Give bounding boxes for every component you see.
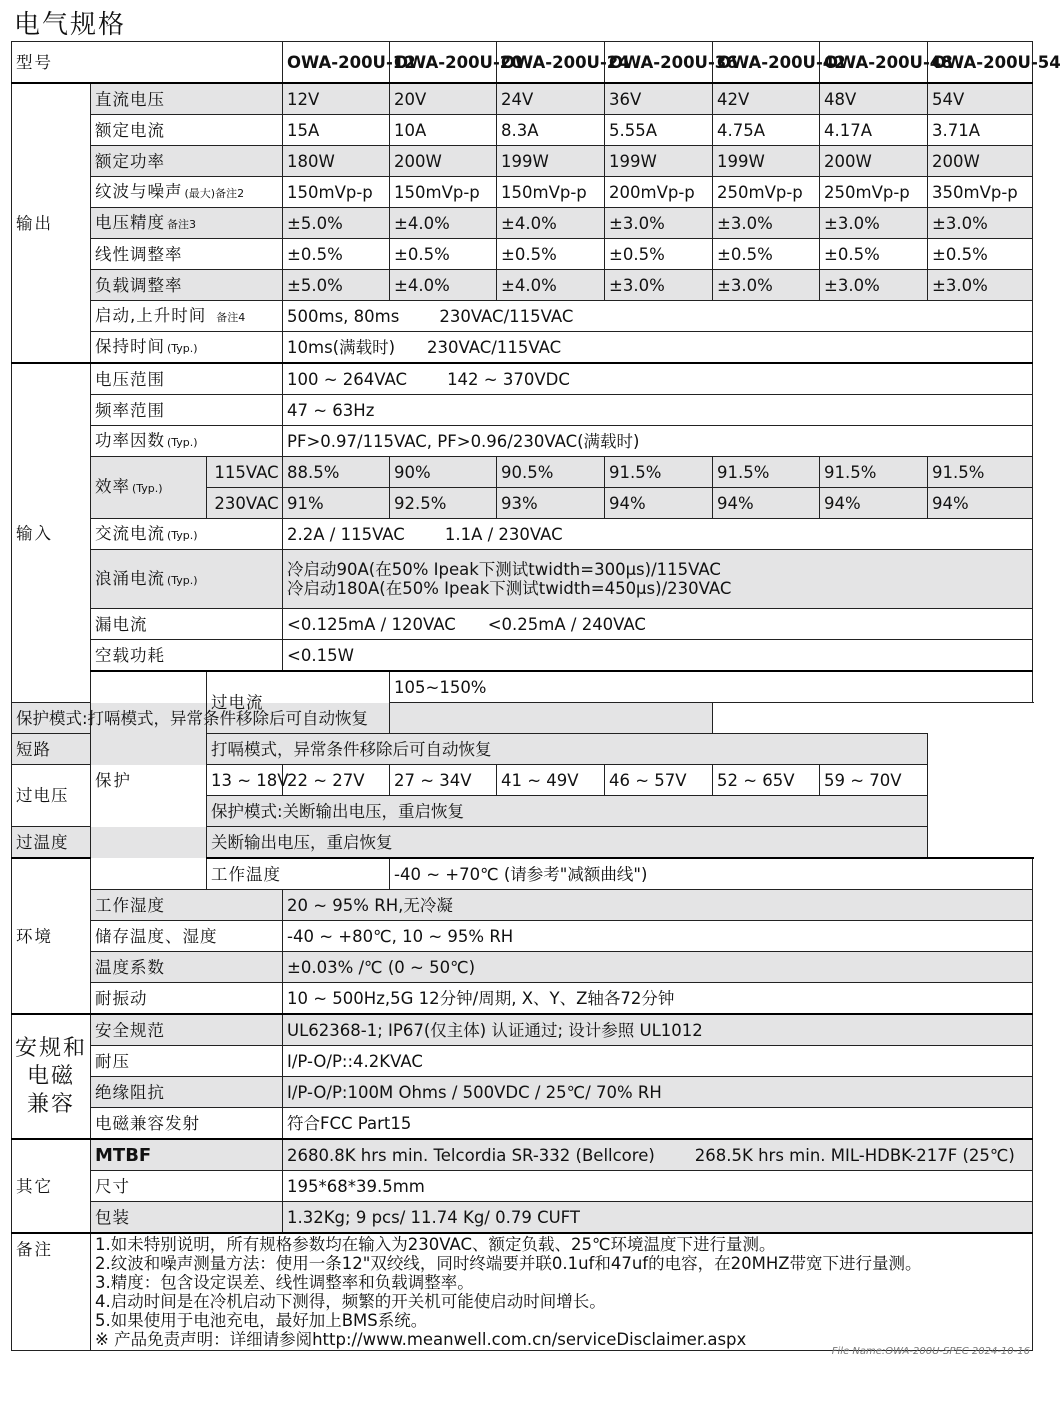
- ac-current-value: [283, 519, 1033, 550]
- efficiency-value: 91.5%: [928, 457, 1033, 488]
- section-output: 输出: [12, 83, 91, 363]
- overload-value: 105~150%: [390, 671, 1033, 703]
- overvoltage-value: 59 ~ 70V: [820, 765, 928, 796]
- inrush-line-1: 冷启动90A(在50% Ipeak下测试twidth=300µs)/115VAC: [287, 560, 721, 579]
- overvoltage-value: 22 ~ 27V: [283, 765, 390, 796]
- overload-mode-row: [12, 703, 1033, 734]
- packing-value: 1.32Kg; 9 pcs/ 11.74 Kg/ 0.79 CUFT: [283, 1202, 1033, 1234]
- power-factor-row: [12, 426, 1033, 457]
- overvoltage-mode: 保护模式:关断输出电压，重启恢复: [207, 796, 928, 827]
- ripple-value: 150mVp-p: [390, 177, 497, 208]
- ac-current-label-text: 交流电流: [95, 523, 165, 543]
- efficiency-value: 90.5%: [497, 457, 605, 488]
- line-regulation-value: ±0.5%: [283, 239, 390, 270]
- voltage-tolerance-row: [12, 208, 1033, 239]
- overload-row: [12, 671, 1033, 703]
- voltage-range-value-a: 100 ~ 264VAC: [287, 369, 408, 389]
- packing-label: 包装: [91, 1202, 283, 1234]
- rated-current-row: [12, 115, 1033, 146]
- efficiency-value: 94%: [605, 488, 713, 519]
- dc-voltage-value: 48V: [820, 83, 928, 115]
- no-load-row: [12, 640, 1033, 672]
- spec-table: [11, 41, 1061, 1351]
- setup-rise-row: [12, 301, 1033, 332]
- ac-current-label: [91, 519, 283, 550]
- model-name: OWA-200U-24: [497, 42, 605, 84]
- overtemp-value: 关断输出电压，重启恢复: [207, 827, 928, 859]
- line-regulation-value: ±0.5%: [713, 239, 820, 270]
- ac-current-value-a: 2.2A / 115VAC: [287, 524, 405, 544]
- inrush-label-text: 浪涌电流: [95, 568, 165, 588]
- efficiency-value: 90%: [390, 457, 497, 488]
- section-protection: 保护: [91, 671, 207, 890]
- dimension-value: 195*68*39.5mm: [283, 1171, 1033, 1202]
- rated-current-value: 8.3A: [497, 115, 605, 146]
- temp-coeff-label: 温度系数: [91, 952, 283, 983]
- voltage-tolerance-note: 备注3: [167, 217, 196, 231]
- vibration-value: 10 ~ 500Hz,5G 12分钟/周期, X、Y、Z轴各72分钟: [283, 983, 1033, 1015]
- working-temp-label: 工作温度: [207, 858, 390, 890]
- emc-value: 符合FCC Part15: [283, 1108, 1033, 1140]
- efficiency-value: 88.5%: [283, 457, 390, 488]
- ripple-value: 250mVp-p: [713, 177, 820, 208]
- overvoltage-value: 13 ~ 18V: [207, 765, 283, 796]
- rated-power-value: 200W: [928, 146, 1033, 177]
- leakage-value-b: <0.25mA / 240VAC: [487, 614, 646, 634]
- storage-row: [12, 921, 1033, 952]
- load-regulation-value: ±4.0%: [390, 270, 497, 301]
- setup-rise-label: [91, 301, 283, 332]
- voltage-tolerance-label-text: 电压精度: [95, 212, 165, 232]
- working-humidity-label: 工作湿度: [91, 890, 283, 921]
- ripple-label: [91, 177, 283, 208]
- hold-up-value-a: 10ms(满载时): [287, 337, 396, 357]
- load-regulation-value: ±5.0%: [283, 270, 390, 301]
- frequency-range-row: [12, 395, 1033, 426]
- model-row: [12, 42, 1033, 84]
- hold-up-value: [283, 332, 1033, 364]
- safety-standards-row: [12, 1014, 1033, 1046]
- rated-power-value: 199W: [605, 146, 713, 177]
- efficiency-value: 91.5%: [713, 457, 820, 488]
- rated-power-value: 199W: [497, 146, 605, 177]
- rated-power-value: 199W: [713, 146, 820, 177]
- dc-voltage-value: 20V: [390, 83, 497, 115]
- ripple-value: 250mVp-p: [820, 177, 928, 208]
- efficiency-row-115: [12, 457, 1033, 488]
- model-name: OWA-200U-42: [713, 42, 820, 84]
- dimension-row: [12, 1171, 1033, 1202]
- section-input: 输入: [12, 363, 91, 703]
- rated-power-label: 额定功率: [91, 146, 283, 177]
- voltage-range-value: [283, 363, 1033, 395]
- model-label: 型号: [12, 42, 283, 84]
- overload-mode: 保护模式:打嗝模式，异常条件移除后可自动恢复: [12, 703, 713, 734]
- withstand-label: 耐压: [91, 1046, 283, 1077]
- leakage-label: 漏电流: [91, 609, 283, 640]
- withstand-value: I/P-O/P::4.2KVAC: [283, 1046, 1033, 1077]
- ripple-value: 150mVp-p: [497, 177, 605, 208]
- isolation-value: I/P-O/P:100M Ohms / 500VDC / 25℃/ 70% RH: [283, 1077, 1033, 1108]
- load-regulation-value: ±3.0%: [605, 270, 713, 301]
- line-regulation-value: ±0.5%: [605, 239, 713, 270]
- load-regulation-value: ±4.0%: [497, 270, 605, 301]
- note-line: 4.启动时间是在冷机启动下测得，频繁的开关机可能使启动时间增长。: [95, 1292, 606, 1311]
- load-regulation-value: ±3.0%: [820, 270, 928, 301]
- efficiency-value: 92.5%: [390, 488, 497, 519]
- dc-voltage-value: 24V: [497, 83, 605, 115]
- hold-up-note: (Typ.): [167, 341, 198, 355]
- ripple-value: 350mVp-p: [928, 177, 1033, 208]
- emc-row: [12, 1108, 1033, 1140]
- dc-voltage-label: 直流电压: [91, 83, 283, 115]
- setup-rise-value-a: 500ms, 80ms: [287, 306, 400, 326]
- model-name: OWA-200U-20: [390, 42, 497, 84]
- dc-voltage-value: 36V: [605, 83, 713, 115]
- dc-voltage-row: [12, 83, 1033, 115]
- power-factor-value: PF>0.97/115VAC, PF>0.96/230VAC(满载时): [283, 426, 1033, 457]
- page-title: 电气规格: [14, 10, 127, 40]
- overtemp-label: 过温度: [12, 827, 207, 859]
- section-safety-line: 安规和: [14, 1035, 87, 1061]
- section-notes: 备注: [12, 1233, 91, 1351]
- efficiency-value: 91%: [283, 488, 390, 519]
- line-regulation-value: ±0.5%: [928, 239, 1033, 270]
- section-safety-line: 电磁: [26, 1063, 75, 1089]
- vibration-row: [12, 983, 1033, 1015]
- isolation-label: 绝缘阻抗: [91, 1077, 283, 1108]
- mtbf-value-a: 2680.8K hrs min. Telcordia SR-332 (Bellcore): [287, 1145, 655, 1165]
- inrush-value: [283, 550, 1033, 609]
- leakage-value-a: <0.125mA / 120VAC: [287, 614, 456, 634]
- model-name: OWA-200U-48: [820, 42, 928, 84]
- rated-current-value: 3.71A: [928, 115, 1033, 146]
- withstand-row: [12, 1046, 1033, 1077]
- rated-power-value: 200W: [390, 146, 497, 177]
- rated-current-value: 15A: [283, 115, 390, 146]
- packing-row: [12, 1202, 1033, 1234]
- rated-current-value: 5.55A: [605, 115, 713, 146]
- mtbf-label: [91, 1139, 283, 1171]
- ripple-row: [12, 177, 1033, 208]
- model-name: OWA-200U-12: [283, 42, 390, 84]
- emc-label: 电磁兼容发射: [91, 1108, 283, 1140]
- load-regulation-label: 负载调整率: [91, 270, 283, 301]
- power-factor-label-text: 功率因数: [95, 430, 165, 450]
- line-regulation-value: ±0.5%: [497, 239, 605, 270]
- note-line: 3.精度：包含设定误差、线性调整率和负载调整率。: [95, 1273, 474, 1292]
- rated-current-value: 10A: [390, 115, 497, 146]
- temp-coeff-row: [12, 952, 1033, 983]
- hold-up-label: [91, 332, 283, 364]
- ac-current-note: (Typ.): [167, 528, 198, 542]
- efficiency-value: 93%: [497, 488, 605, 519]
- efficiency-label-text: 效率: [95, 477, 130, 496]
- voltage-range-label: 电压范围: [91, 363, 283, 395]
- file-name: File Name:OWA-200U-SPEC 2024-10-16: [831, 1346, 1030, 1357]
- rated-current-value: 4.17A: [820, 115, 928, 146]
- short-row: [12, 734, 1033, 765]
- note-line: ※ 产品免责声明：详细请参阅http://www.meanwell.com.cn/serviceDisclaimer.aspx: [95, 1330, 747, 1349]
- hold-up-label-text: 保持时间: [95, 336, 165, 356]
- efficiency-value: 94%: [928, 488, 1033, 519]
- power-factor-label: [91, 426, 283, 457]
- hold-up-row: [12, 332, 1033, 364]
- rated-power-row: [12, 146, 1033, 177]
- mtbf-value: [283, 1139, 1033, 1171]
- ac-current-row: [12, 519, 1033, 550]
- setup-rise-value: [283, 301, 1033, 332]
- section-others: 其它: [12, 1139, 91, 1233]
- inrush-note: (Typ.): [167, 573, 198, 587]
- voltage-tolerance-value: ±3.0%: [713, 208, 820, 239]
- note-line: 2.纹波和噪声测量方法：使用一条12"双绞线，同时终端要并联0.1uf和47uf的电容，在20MHZ带宽下进行量测。: [95, 1254, 922, 1273]
- note-line: 1.如未特别说明，所有规格参数均在输入为230VAC、额定负载、25℃环境温度下进行量测。: [95, 1235, 776, 1254]
- model-name: OWA-200U-36: [605, 42, 713, 84]
- load-regulation-row: [12, 270, 1033, 301]
- line-regulation-value: ±0.5%: [820, 239, 928, 270]
- working-temp-value: -40 ~ +70℃ (请参考"减额曲线"): [390, 858, 1033, 890]
- dc-voltage-value: 42V: [713, 83, 820, 115]
- overvoltage-label: 过电压: [12, 765, 207, 827]
- notes-body: [91, 1233, 1033, 1351]
- power-factor-note: (Typ.): [167, 435, 198, 449]
- line-regulation-value: ±0.5%: [390, 239, 497, 270]
- efficiency-sub-label: 230VAC: [207, 488, 283, 519]
- rated-current-label: 额定电流: [91, 115, 283, 146]
- overvoltage-value: 27 ~ 34V: [390, 765, 497, 796]
- voltage-tolerance-value: ±4.0%: [497, 208, 605, 239]
- overload-label: 过电流: [207, 671, 390, 734]
- rated-current-value: 4.75A: [713, 115, 820, 146]
- voltage-tolerance-label: [91, 208, 283, 239]
- ripple-value: 200mVp-p: [605, 177, 713, 208]
- line-regulation-label: 线性调整率: [91, 239, 283, 270]
- efficiency-value: 94%: [713, 488, 820, 519]
- voltage-range-value-b: 142 ~ 370VDC: [447, 369, 570, 389]
- inrush-line-2: 冷启动180A(在50% Ipeak下测试twidth=450µs)/230VAC: [287, 579, 732, 598]
- frequency-range-value: 47 ~ 63Hz: [283, 395, 1033, 426]
- short-value: 打嗝模式，异常条件移除后可自动恢复: [207, 734, 928, 765]
- voltage-tolerance-value: ±4.0%: [390, 208, 497, 239]
- mtbf-value-b: 268.5K hrs min. MIL-HDBK-217F (25℃): [694, 1145, 1015, 1165]
- rated-power-value: 200W: [820, 146, 928, 177]
- rated-power-value: 180W: [283, 146, 390, 177]
- efficiency-value: 94%: [820, 488, 928, 519]
- load-regulation-value: ±3.0%: [928, 270, 1033, 301]
- hold-up-value-b: 230VAC/115VAC: [427, 337, 562, 357]
- setup-rise-value-b: 230VAC/115VAC: [439, 306, 574, 326]
- dc-voltage-value: 54V: [928, 83, 1033, 115]
- overvoltage-value: 41 ~ 49V: [497, 765, 605, 796]
- working-humidity-row: [12, 890, 1033, 921]
- overvoltage-value: 52 ~ 65V: [713, 765, 820, 796]
- safety-standards-value: UL62368-1; IP67(仅主体) 认证通过; 设计参照 UL1012: [283, 1014, 1033, 1046]
- efficiency-note: (Typ.): [132, 482, 163, 495]
- overvoltage-value: 46 ~ 57V: [605, 765, 713, 796]
- voltage-range-row: [12, 363, 1033, 395]
- note-line: 5.如果使用于电池充电，最好加上BMS系统。: [95, 1311, 428, 1330]
- section-environment: 环境: [12, 858, 91, 1014]
- efficiency-value: 91.5%: [605, 457, 713, 488]
- storage-value: -40 ~ +80℃, 10 ~ 95% RH: [283, 921, 1033, 952]
- efficiency-label: [91, 457, 207, 519]
- no-load-label: 空载功耗: [91, 640, 283, 672]
- ripple-label-text: 纹波与噪声: [95, 181, 183, 201]
- setup-rise-label-text: 启动,上升时间: [95, 305, 207, 325]
- storage-label: 储存温度、湿度: [91, 921, 283, 952]
- no-load-value: <0.15W: [283, 640, 1033, 672]
- inrush-label: [91, 550, 283, 609]
- load-regulation-value: ±3.0%: [713, 270, 820, 301]
- inrush-row: [12, 550, 1033, 609]
- ripple-note: (最大)备注2: [184, 186, 245, 200]
- safety-standards-label: 安全规范: [91, 1014, 283, 1046]
- efficiency-value: 91.5%: [820, 457, 928, 488]
- setup-rise-note: 备注4: [216, 310, 246, 324]
- section-safety-emc: [12, 1014, 91, 1139]
- ac-current-value-b: 1.1A / 230VAC: [444, 524, 563, 544]
- working-humidity-value: 20 ~ 95% RH,无冷凝: [283, 890, 1033, 921]
- frequency-range-label: 频率范围: [91, 395, 283, 426]
- model-name: OWA-200U-54: [928, 42, 1033, 84]
- section-safety-line: 兼容: [26, 1091, 75, 1117]
- vibration-label: 耐振动: [91, 983, 283, 1015]
- dc-voltage-value: 12V: [283, 83, 390, 115]
- short-label: 短路: [12, 734, 207, 765]
- voltage-tolerance-value: ±3.0%: [928, 208, 1033, 239]
- overtemp-row: [12, 827, 1033, 859]
- mtbf-label-text: MTBF: [95, 1144, 152, 1166]
- isolation-row: [12, 1077, 1033, 1108]
- efficiency-sub-label: 115VAC: [207, 457, 283, 488]
- ripple-value: 150mVp-p: [283, 177, 390, 208]
- voltage-tolerance-value: ±3.0%: [820, 208, 928, 239]
- temp-coeff-value: ±0.03% /℃ (0 ~ 50℃): [283, 952, 1033, 983]
- voltage-tolerance-value: ±5.0%: [283, 208, 390, 239]
- overvoltage-row: [12, 765, 1033, 796]
- mtbf-row: [12, 1139, 1033, 1171]
- leakage-row: [12, 609, 1033, 640]
- dimension-label: 尺寸: [91, 1171, 283, 1202]
- line-regulation-row: [12, 239, 1033, 270]
- notes-row: [12, 1233, 1033, 1351]
- voltage-tolerance-value: ±3.0%: [605, 208, 713, 239]
- leakage-value: [283, 609, 1033, 640]
